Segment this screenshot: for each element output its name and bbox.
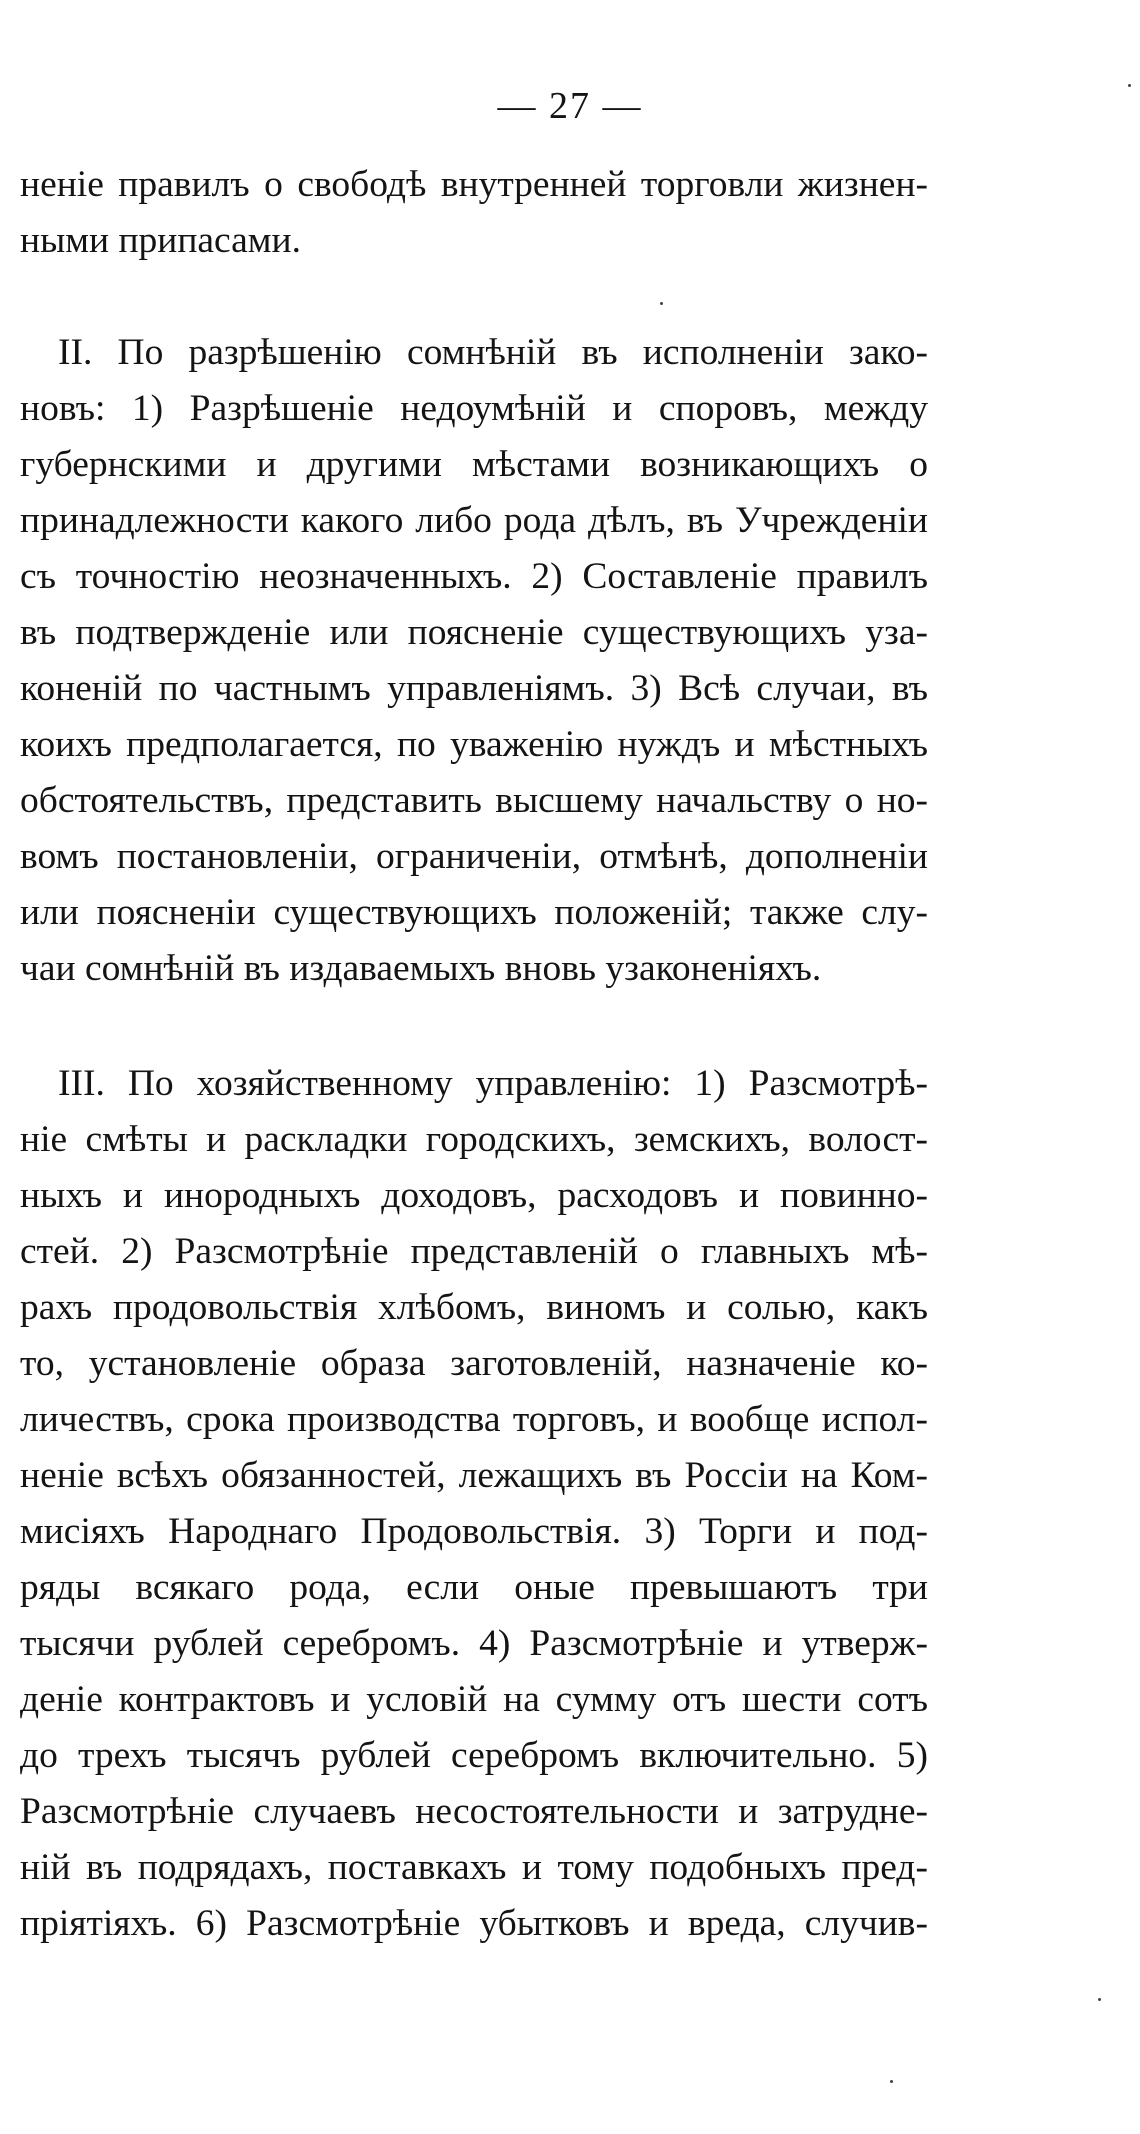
text-line: коихъ предполагается, по уваженію нуждъ и мѣстныхъ <box>20 724 928 765</box>
text-line: деніе контрактовъ и условій на сумму отъ шести сотъ <box>20 1679 928 1720</box>
scan-speck <box>1128 84 1131 87</box>
text-line: новъ: 1) Разрѣшеніе недоумѣній и споровъ, между <box>20 388 928 429</box>
text-line: ній въ подрядахъ, поставкахъ и тому подобныхъ пред- <box>20 1847 928 1888</box>
text-line: ными припасами. <box>20 220 301 261</box>
text-line: губернскими и другими мѣстами возникающихъ о <box>20 444 928 485</box>
text-line: III. По хозяйственному управленію: 1) Разсмотрѣ- <box>58 1063 928 1104</box>
text-line: тысячи рублей серебромъ. 4) Разсмотрѣніе и утверж- <box>20 1623 928 1664</box>
scan-speck <box>660 302 663 305</box>
text-line: то, установленіе образа заготовленій, назначеніе ко- <box>20 1343 928 1384</box>
text-line: неніе всѣхъ обязанностей, лежащихъ въ Россіи на Ком- <box>20 1455 928 1496</box>
text-line: съ точностію неозначенныхъ. 2) Составленіе правилъ <box>20 556 928 597</box>
text-line: неніе правилъ о свободѣ внутренней торговли жизнен- <box>20 164 928 205</box>
text-line: стей. 2) Разсмотрѣніе представленій о главныхъ мѣ- <box>20 1231 928 1272</box>
text-line: мисіяхъ Народнаго Продовольствія. 3) Торги и под- <box>20 1511 928 1552</box>
text-line: Разсмотрѣніе случаевъ несостоятельности и затрудне- <box>20 1791 928 1832</box>
text-line: коненій по частнымъ управленіямъ. 3) Всѣ случаи, въ <box>20 668 928 709</box>
text-line: въ подтвержденіе или поясненіе существующихъ уза- <box>20 612 928 653</box>
text-line: чаи сомнѣній въ издаваемыхъ вновь узаконеніяхъ. <box>20 948 822 989</box>
text-line: ряды всякаго рода, если оные превышаютъ три <box>20 1567 928 1608</box>
scan-speck <box>890 2080 893 2083</box>
text-line: ніе смѣты и раскладки городскихъ, земскихъ, волост- <box>20 1119 928 1160</box>
text-line: личествъ, срока производства торговъ, и вообще испол- <box>20 1399 928 1440</box>
text-line: обстоятельствъ, представить высшему начальству о но- <box>20 780 928 821</box>
page-number: — 27 — <box>497 85 643 127</box>
text-line: рахъ продовольствія хлѣбомъ, виномъ и солью, какъ <box>20 1287 928 1328</box>
text-line: до трехъ тысячъ рублей серебромъ включительно. 5) <box>20 1735 928 1776</box>
text-line: вомъ постановленіи, ограниченіи, отмѣнѣ, дополненіи <box>20 836 928 877</box>
scan-speck <box>1098 1998 1101 2001</box>
text-line: II. По разрѣшенію сомнѣній въ исполненіи зако- <box>58 332 928 373</box>
text-line: принадлежности какого либо рода дѣлъ, въ Учрежденіи <box>20 500 928 541</box>
text-line: ныхъ и инородныхъ доходовъ, расходовъ и повинно- <box>20 1175 928 1216</box>
text-line: или поясненіи существующихъ положеній; также слу- <box>20 892 928 933</box>
text-line: пріятіяхъ. 6) Разсмотрѣніе убытковъ и вреда, случив- <box>20 1903 928 1944</box>
